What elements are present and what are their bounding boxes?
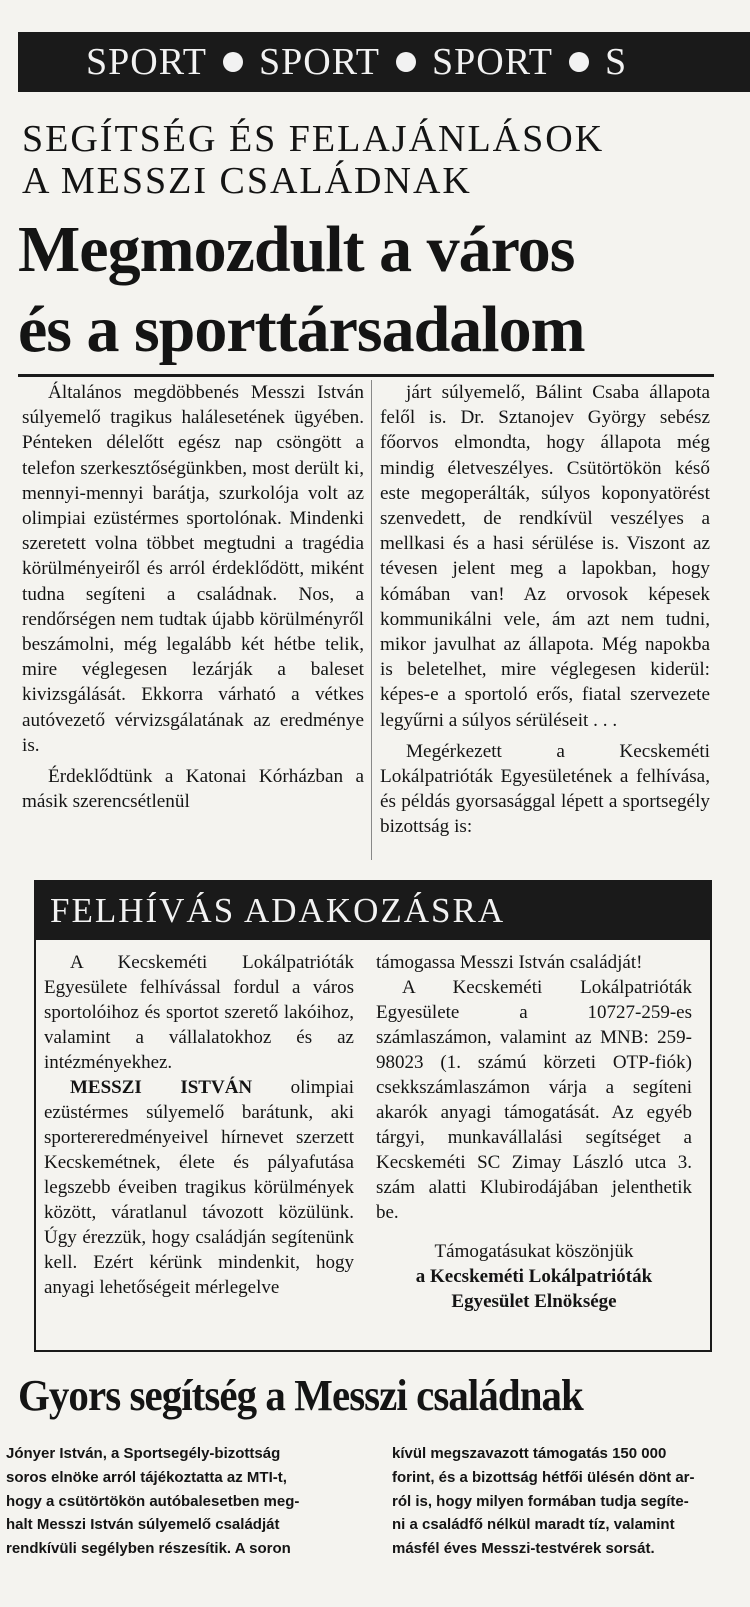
banner-word: SPORT	[86, 41, 207, 83]
paragraph: Érdeklődtünk a Katonai Kórházban a másik szerencsétlenül	[22, 766, 364, 813]
signature-line: Egyesület Elnöksége	[451, 1291, 617, 1312]
paragraph: Általános megdöbbenés Messzi István súlyemelő tragikus halálesetének ügyében. Pénteken délelőtt egész nap csöngött a telefon szerkesztőségünkben, most derült ki, mennyi-mennyi barátja, szurkolója volt az olimpiai ezüstérmes sportolónak. Mindenki szeretett volna többet megtudni a tragédia körülményeiről és arról érdeklődött, miként tudna segíteni a családnak. Nos, a rendőrségen nem tudtak újabb körülményről beszámolni, még legalább két hétbe telik, mire véglegesen lezárják a baleset kivizsgálását. Ekkorra várható a vétkes autóvezető vérvizsgálatának az eredménye is.	[22, 382, 364, 756]
paragraph-text: olimpiai ezüstérmes súlyemelő barátunk, aki sportereredményeivel hírnevet szerzett Kecskemétnek, élete és pályafutása legszebb éveiben tragikus körülmények között, váratlanul távozott közülünk. Úgy érezzük, hogy családján segítenünk kell. Ezért kérünk mindenkit, hogy anyagi lehetőségeit mérlegelve	[44, 1077, 354, 1298]
kicker-line: SEGÍTSÉG ÉS FELAJÁNLÁSOK	[22, 118, 605, 160]
paragraph: A Kecskeméti Lokálpatrióták Egyesülete felhívással fordul a város sportolóihoz és sportot szerető lakóihoz, valamint a vállalatokhoz és az intézményekhez.	[44, 952, 354, 1073]
banner-word: SPORT	[432, 41, 553, 83]
appeal-column-1	[44, 950, 354, 1300]
article-kicker	[22, 118, 722, 202]
headline-rule	[18, 374, 714, 377]
appeal-box	[34, 880, 712, 1352]
banner-word: SPORT	[259, 41, 380, 83]
bullet-dot-icon	[223, 52, 243, 72]
text-line: ni a családfő nélkül maradt tíz, valamint	[392, 1516, 675, 1534]
appeal-column-2	[376, 950, 692, 1314]
paragraph: támogassa Messzi István családját!	[376, 952, 643, 973]
article2-column-2	[392, 1442, 714, 1561]
paragraph	[44, 1075, 354, 1300]
kicker-line: A MESSZI CSALÁDNAK	[22, 160, 472, 202]
article-column-1	[22, 380, 364, 814]
text-line: hogy a csütörtökön autóbalesetben meg-	[6, 1492, 300, 1510]
text-line: rendkívüli segélyben részesítik. A soron	[6, 1540, 291, 1558]
text-line: Jónyer István, a Sportsegély-bizottság	[6, 1445, 281, 1462]
text-line: kívül megszavazott támogatás 150 000	[392, 1445, 667, 1462]
text-line: másfél éves Messzi-testvérek sorsát.	[392, 1540, 655, 1558]
bullet-dot-icon	[569, 52, 589, 72]
paragraph: A Kecskeméti Lokálpatrióták Egyesülete a 10727-259-es számlaszámon, valamint az MNB: 259-98023 (1. számú körzeti OTP-fiók) csekkszámlaszámon várja a segíteni akarók anyagi támogatását. Az egyéb tárgyi, munkavállalási segítséget a Kecskeméti SC Zimay László utca 3. szám alatti Klubirodájában jelenthetik be.	[376, 977, 692, 1223]
bullet-dot-icon	[396, 52, 416, 72]
banner-word: S	[605, 41, 628, 83]
text-line: ról is, hogy milyen formában tudja segíte-	[392, 1492, 689, 1510]
text-line: forint, és a bizottság hétfői ülésén dönt ar-	[392, 1468, 695, 1486]
article-headline	[18, 210, 738, 370]
name-highlight: MESSZI ISTVÁN	[70, 1077, 253, 1098]
signature-block	[376, 1239, 692, 1314]
appeal-title: FELHÍVÁS ADAKOZÁSRA	[36, 882, 710, 940]
text-line: soros elnöke arról tájékoztatta az MTI-t,	[6, 1468, 287, 1486]
signature-line: a Kecskeméti Lokálpatrióták	[415, 1266, 653, 1287]
paragraph: járt súlyemelő, Bálint Csaba állapota felől is. Dr. Sztanojev György sebész főorvos elmondta, hogy állapota még mindig életveszélyes. Csütörtökön késő este megoperálták, súlyos koponyatörést szenvedett, de rendkívül veszélyes a mellkasi és a hasi sérülése is. Viszont az tévesen jelent meg a lapokban, hogy kómában van! Az orvosok képesek kommunikálni vele, ám azt nem tudni, mikor javulhat az állapota. Még napokba is beletelhet, mire véglegesen kiderül: képes-e a sportoló erős, fiatal szervezete legyűrni a súlyos sérüléseit . . .	[380, 382, 710, 731]
column-divider	[371, 380, 372, 860]
section-banner	[18, 32, 750, 92]
text-line: halt Messzi István súlyemelő családját	[6, 1516, 280, 1534]
headline-line: Megmozdult a város	[18, 213, 575, 286]
paragraph: Megérkezett a Kecskeméti Lokálpatrióták Egyesületének a felhívása, és példás gyorsasággal lépett a sportsegély bizottság is:	[380, 740, 710, 838]
article2-column-1	[6, 1442, 368, 1561]
article2-headline: Gyors segítség a Messzi családnak	[18, 1371, 583, 1420]
headline-line: és a sporttársadalom	[18, 293, 585, 366]
thanks-line: Támogatásukat köszönjük	[434, 1241, 634, 1262]
article-column-2	[380, 380, 710, 840]
